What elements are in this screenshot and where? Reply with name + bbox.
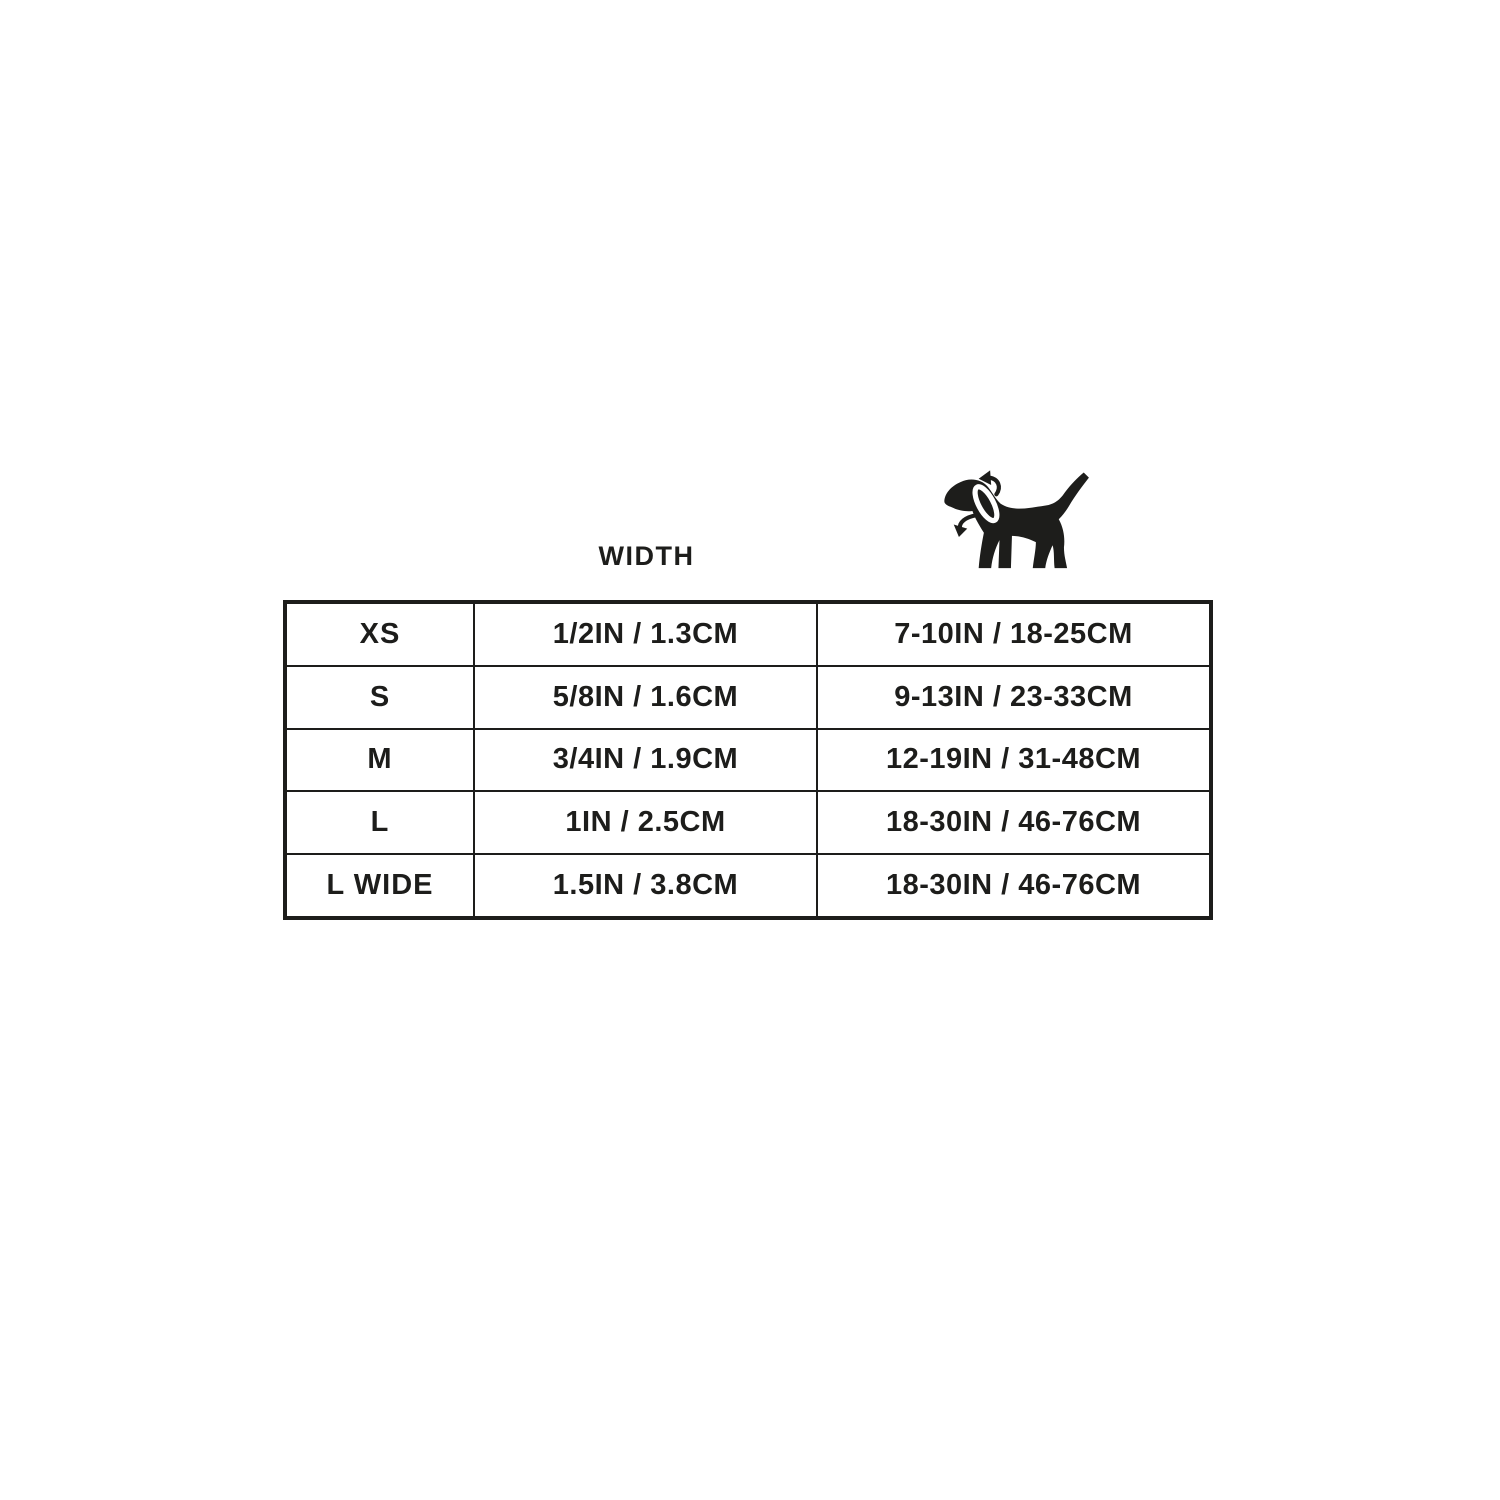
size-table xyxy=(283,600,1213,920)
size-label: L xyxy=(287,792,473,853)
size-label: XS xyxy=(287,604,473,665)
width-value: 3/4IN / 1.9CM xyxy=(475,730,816,791)
neck-value: 18-30IN / 46-76CM xyxy=(818,792,1209,853)
neck-value: 12-19IN / 31-48CM xyxy=(818,730,1209,791)
size-label: M xyxy=(287,730,473,791)
width-column-header: WIDTH xyxy=(598,541,695,571)
dog-neck-measure-icon xyxy=(928,460,1098,590)
width-value: 1.5IN / 3.8CM xyxy=(475,855,816,916)
width-value: 5/8IN / 1.6CM xyxy=(475,667,816,728)
neck-value: 18-30IN / 46-76CM xyxy=(818,855,1209,916)
neck-value: 7-10IN / 18-25CM xyxy=(818,604,1209,665)
size-label: L WIDE xyxy=(287,855,473,916)
size-label: S xyxy=(287,667,473,728)
neck-value: 9-13IN / 23-33CM xyxy=(818,667,1209,728)
width-value: 1IN / 2.5CM xyxy=(475,792,816,853)
width-value: 1/2IN / 1.3CM xyxy=(475,604,816,665)
